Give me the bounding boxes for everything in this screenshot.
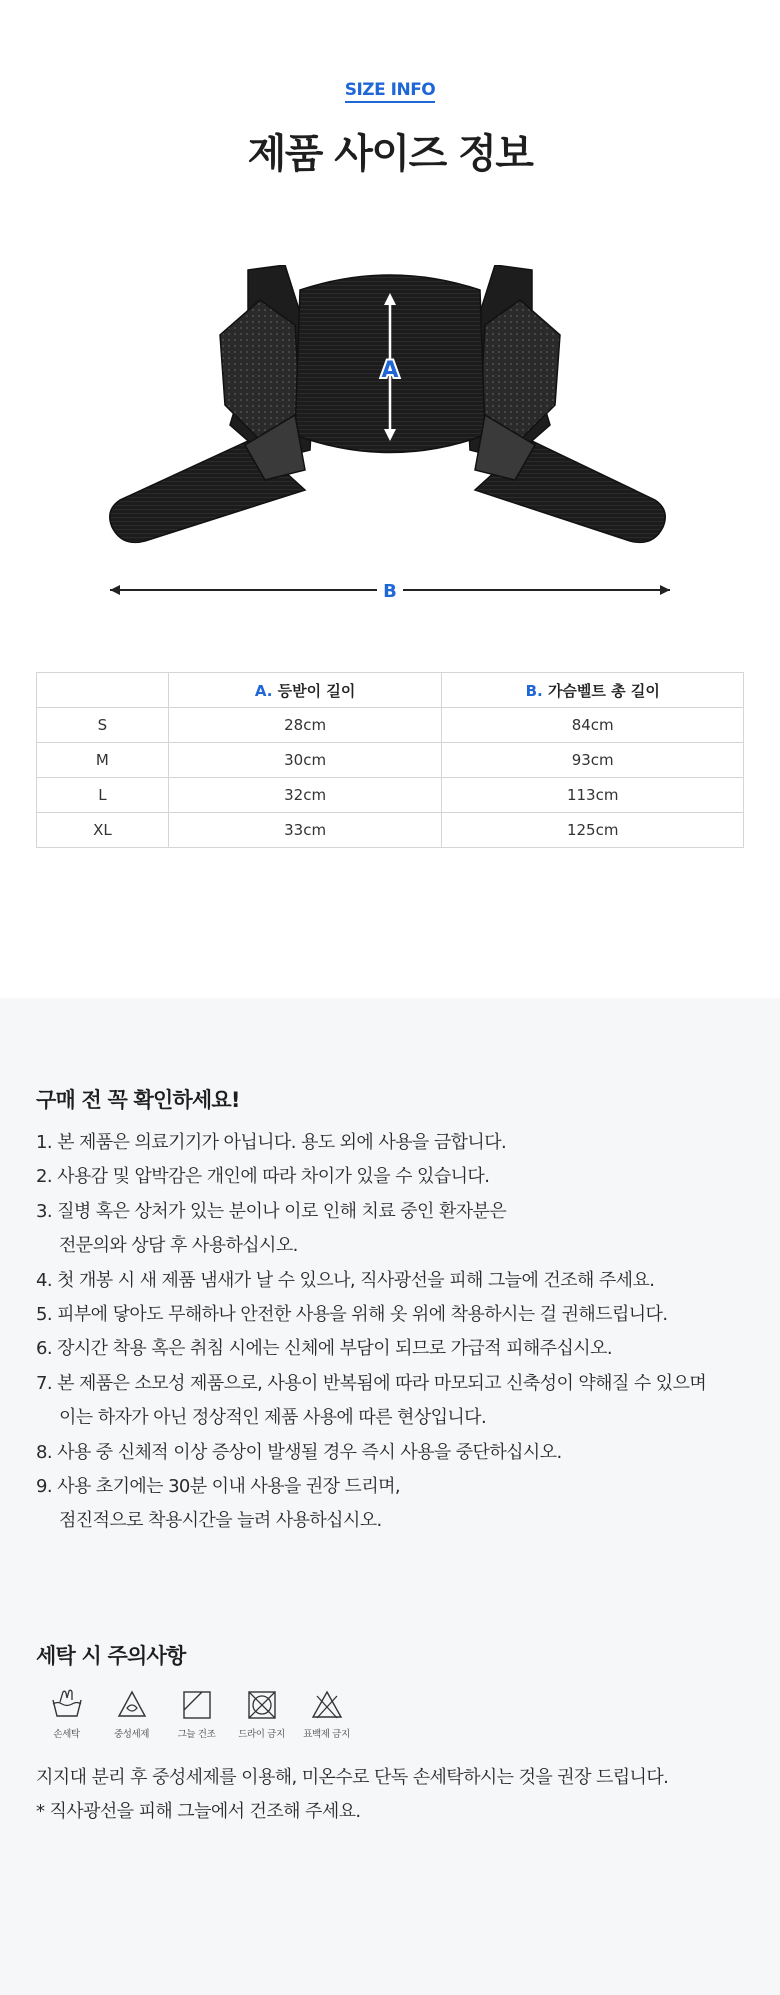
no-dry-clean-icon [245,1688,279,1722]
page-title: 제품 사이즈 정보 [247,131,533,177]
cell-size: L [37,778,169,813]
list-item: 5. 피부에 닿아도 무해하나 안전한 사용을 위해 옷 위에 착용하시는 걸 권해드립니다. [36,1304,668,1326]
wash-care-item: 손세탁 [34,1688,99,1740]
label-b: B [383,581,397,602]
label-a: A [381,358,399,383]
neutral-detergent-icon [115,1688,149,1722]
cell-back-length: 30cm [168,743,442,778]
cell-size: XL [37,813,169,848]
wash-care-item: 중성세제 [99,1688,164,1740]
table-row [37,708,744,743]
cell-back-length: 33cm [168,813,442,848]
header-size [37,673,169,708]
list-item: 6. 장시간 착용 혹은 취침 시에는 신체에 부담이 되므로 가급적 피해주십시오. [36,1338,612,1360]
wash-care-item: 그늘 건조 [164,1688,229,1740]
shade-dry-icon [180,1688,214,1722]
table-header-row [37,673,744,708]
list-item: 4. 첫 개봉 시 새 제품 냄새가 날 수 있으나, 직사광선을 피해 그늘에 건조해 주세요. [36,1269,655,1291]
cell-belt-length: 84cm [442,708,744,743]
wash-care-icons [34,1688,359,1740]
list-item: 3. 질병 혹은 상처가 있는 분이나 이로 인해 치료 중인 환자분은 전문의와 상담 후 사용하십시오. [36,1200,507,1257]
header-chest-belt-length: B. 가슴벨트 총 길이 [442,673,744,708]
section-eyebrow: SIZE INFO [0,80,780,100]
list-item: 2. 사용감 및 압박감은 개인에 따라 차이가 있을 수 있습니다. [36,1166,490,1188]
cell-belt-length: 125cm [442,813,744,848]
notice-list [36,1126,756,1539]
hand-wash-icon [50,1688,84,1722]
posture-corrector-illustration [100,265,680,605]
list-item: 9. 사용 초기에는 30분 이내 사용을 권장 드리며, 점진적으로 착용시간을 늘려 사용하십시오. [36,1476,401,1532]
list-item: 8. 사용 중 신체적 이상 증상이 발생될 경우 즉시 사용을 중단하십시오. [36,1441,562,1463]
size-table [36,672,744,848]
wash-heading: 세탁 시 주의사항 [36,1644,186,1668]
table-row [37,743,744,778]
cell-belt-length: 93cm [442,743,744,778]
cell-back-length: 28cm [168,708,442,743]
cell-size: S [37,708,169,743]
wash-note: * 직사광선을 피해 그늘에서 건조해 주세요. [36,1801,361,1822]
list-item: 1. 본 제품은 의료기기가 아닙니다. 용도 외에 사용을 금합니다. [36,1132,507,1153]
table-row [37,778,744,813]
cell-size: M [37,743,169,778]
posture-corrector-figure [100,265,680,605]
cell-belt-length: 113cm [442,778,744,813]
notice-section [0,998,780,1995]
table-row [37,813,744,848]
wash-instruction: 지지대 분리 후 중성세제를 이용해, 미온수로 단독 손세탁하시는 것을 권장 드립니다. [36,1767,669,1788]
wash-care-item: 드라이 금지 [229,1688,294,1740]
wash-care-item: 표백제 금지 [294,1688,359,1740]
notice-heading: 구매 전 꼭 확인하세요! [36,1088,240,1112]
header-back-length: A. 등받이 길이 [168,673,442,708]
list-item: 7. 본 제품은 소모성 제품으로, 사용이 반복됨에 따라 마모되고 신축성이 약해질 수 있으며 이는 하자가 아닌 정상적인 제품 사용에 따른 현상입니다. [36,1372,707,1429]
cell-back-length: 32cm [168,778,442,813]
no-bleach-icon [310,1688,344,1722]
